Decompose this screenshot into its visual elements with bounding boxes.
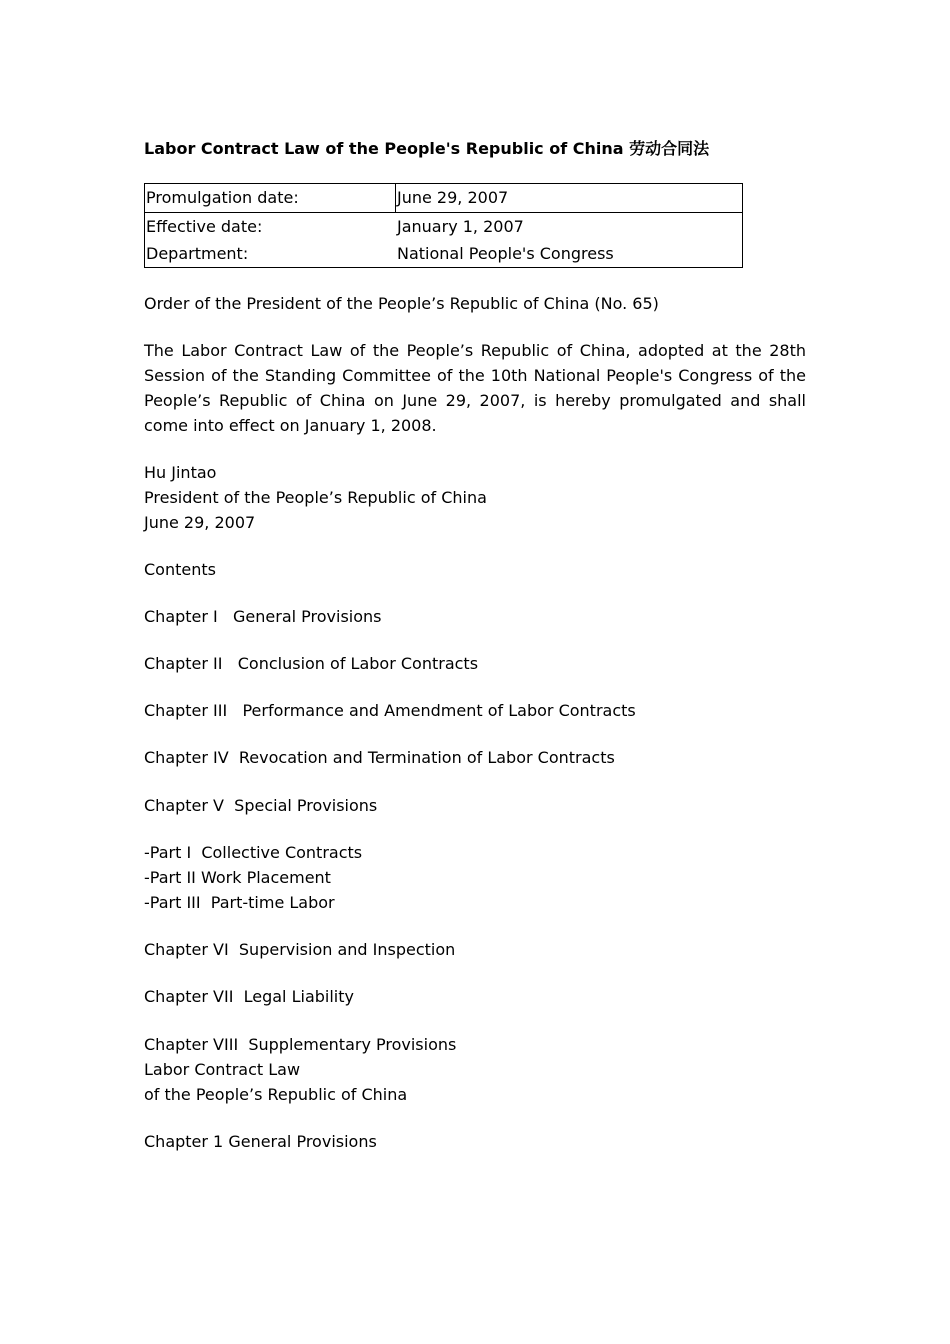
signature-date: June 29, 2007 [144,513,256,532]
contents-heading: Contents [144,560,216,579]
department-value: National People's Congress [397,244,614,263]
contents-item-chapter-2: Chapter II Conclusion of Labor Contracts [144,654,479,673]
contents-item-part-1: -Part I Collective Contracts [144,843,363,862]
chapter-1-heading: Chapter 1 General Provisions [144,1132,377,1151]
contents-item-part-2: -Part II Work Placement [144,868,331,887]
signature-role: President of the People’s Republic of China [144,488,487,507]
contents-item-chapter-6: Chapter VI Supervision and Inspection [144,940,456,959]
contents-item-chapter-1: Chapter I General Provisions [144,607,382,626]
department-row [145,240,742,267]
department-label: Department: [146,244,249,263]
law-title-line-1: Labor Contract Law [144,1060,301,1079]
promulgation-label: Promulgation date: [146,188,299,207]
promulgation-row [145,184,742,213]
table-divider [395,184,396,212]
effective-row [145,213,742,240]
promulgation-value: June 29, 2007 [397,188,509,207]
effective-label: Effective date: [146,217,263,236]
contents-item-part-3: -Part III Part-time Labor [144,893,335,912]
contents-item-chapter-3: Chapter III Performance and Amendment of Labor Contracts [144,701,636,720]
effective-value: January 1, 2007 [397,217,524,236]
document-title: Labor Contract Law of the People's Republic of China 劳动合同法 [144,139,710,158]
signature-name: Hu Jintao [144,463,217,482]
metadata-table [144,183,743,268]
promulgation-paragraph: The Labor Contract Law of the People’s Republic of China, adopted at the 28th Session of the Standing Committee of the 10th National People's Congress of the People’s Republic of China on June 29, 2007, is hereby promulgated and shall come into effect on January 1, 2008. [144,341,806,435]
contents-item-chapter-8: Chapter VIII Supplementary Provisions [144,1035,457,1054]
contents-item-chapter-7: Chapter VII Legal Liability [144,987,354,1006]
presidential-order-line: Order of the President of the People’s Republic of China (No. 65) [144,294,659,313]
contents-item-chapter-4: Chapter IV Revocation and Termination of Labor Contracts [144,748,615,767]
law-title-line-2: of the People’s Republic of China [144,1085,408,1104]
contents-item-chapter-5: Chapter V Special Provisions [144,796,378,815]
